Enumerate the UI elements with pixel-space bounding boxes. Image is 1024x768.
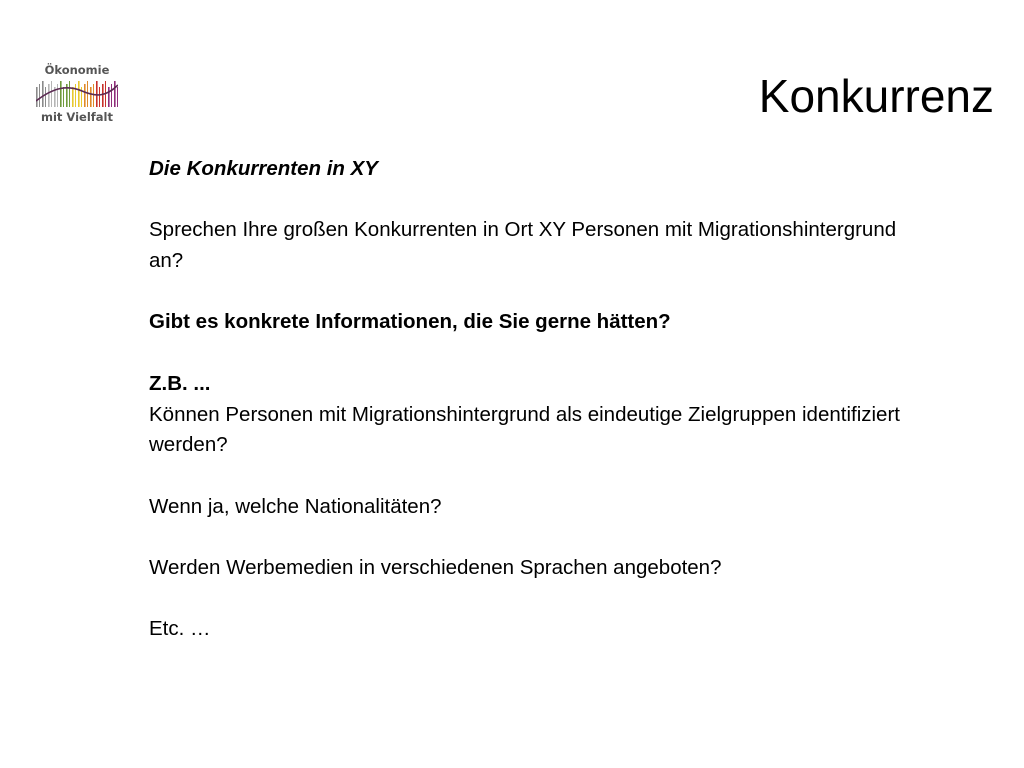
slide-title: Konkurrenz bbox=[758, 70, 994, 122]
logo-bar bbox=[42, 81, 44, 107]
logo-top-text: Ökonomie bbox=[44, 63, 110, 77]
logo-bar bbox=[78, 81, 80, 107]
logo-bar bbox=[111, 84, 112, 107]
logo-bar bbox=[117, 87, 118, 107]
question-competitors: Sprechen Ihre großen Konkurrenten in Ort XY Personen mit Migrationshintergrund an? bbox=[149, 218, 897, 273]
example-nationalities: Wenn ja, welche Nationalitäten? bbox=[149, 494, 442, 518]
closing-text: Etc. … bbox=[149, 617, 211, 641]
logo-bar bbox=[102, 84, 104, 107]
logo-bar bbox=[45, 87, 46, 107]
example-target-groups: Können Personen mit Migrationshintergrund als eindeutige Zielgruppen identifiziert werden? bbox=[149, 402, 900, 457]
logo-bottom-text: mit Vielfalt bbox=[40, 110, 113, 124]
logo-bar bbox=[69, 81, 70, 107]
logo-bar bbox=[96, 81, 98, 107]
logo-bar bbox=[60, 81, 62, 107]
logo-bar bbox=[90, 87, 92, 107]
example-languages: Werden Werbemedien in verschiedenen Sprachen angeboten? bbox=[149, 556, 722, 580]
logo-bar bbox=[84, 84, 86, 107]
logo-bar bbox=[63, 87, 64, 107]
logo-bar bbox=[39, 84, 40, 107]
slide-content bbox=[149, 154, 929, 645]
logo-bar bbox=[114, 81, 116, 107]
logo-bar bbox=[48, 84, 50, 107]
logo-barcode-icon bbox=[36, 79, 118, 111]
logo-bar bbox=[108, 87, 110, 107]
logo-bar bbox=[57, 84, 58, 107]
question-information: Gibt es konkrete Informationen, die Sie gerne hätten? bbox=[149, 310, 671, 334]
logo-bar bbox=[51, 81, 52, 107]
logo-bar bbox=[72, 87, 74, 107]
logo-bar bbox=[93, 84, 94, 107]
logo-bar bbox=[36, 87, 38, 107]
example-label: Z.B. ... bbox=[149, 371, 211, 395]
logo bbox=[34, 64, 120, 128]
logo-bar bbox=[99, 87, 100, 107]
section-heading: Die Konkurrenten in XY bbox=[149, 157, 378, 180]
logo-bar bbox=[75, 84, 76, 107]
